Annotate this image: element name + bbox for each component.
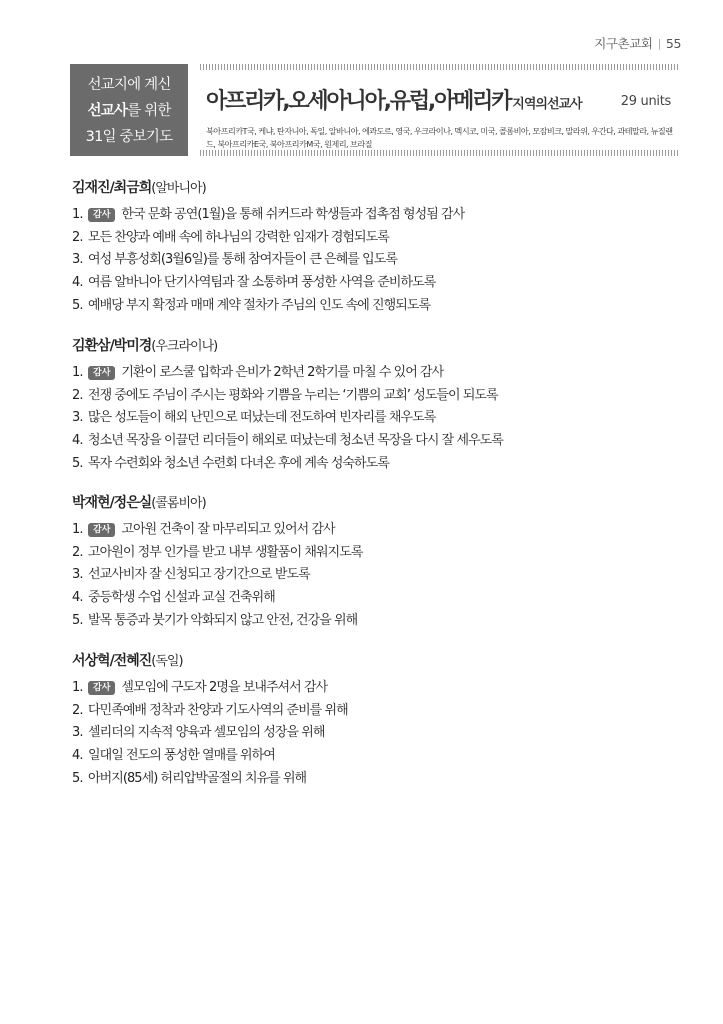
banner-line-2-bold: 선교사 (87, 103, 128, 119)
prayer-item-number: 5. (72, 297, 83, 313)
prayer-item-number: 2. (72, 387, 83, 403)
prayer-section (72, 493, 692, 632)
prayer-item (72, 564, 692, 587)
running-header-separator: | (657, 36, 661, 50)
thanks-badge: 감사 (88, 208, 115, 222)
prayer-item (72, 587, 692, 610)
prayer-item (72, 272, 692, 295)
hatch-divider-bottom (200, 150, 678, 156)
banner-line-2 (76, 98, 182, 124)
prayer-item-number: 3. (72, 567, 83, 583)
prayer-item (72, 767, 692, 790)
prayer-item-number: 4. (72, 433, 83, 449)
prayer-item-text: 많은 성도들이 해외 난민으로 떠났는데 전도하여 빈자리를 채우도록 (88, 410, 436, 426)
prayer-section (72, 178, 692, 317)
prayer-item-text: 일대일 전도의 풍성한 열매를 위하여 (88, 748, 275, 764)
prayer-item (72, 249, 692, 272)
prayer-item-number: 2. (72, 544, 83, 560)
prayer-item-number: 2. (72, 229, 83, 245)
running-header-section: 지구촌교회 (594, 36, 653, 51)
prayer-item-text: 목자 수련회와 청소년 수련회 다녀온 후에 계속 성숙하도록 (88, 455, 389, 471)
prayer-item-number: 4. (72, 748, 83, 764)
region-title-main: 아프리카,오세아니아,유럽,아메리카 (206, 89, 511, 114)
missionary-name-text: 김환삼/박미경 (72, 338, 152, 354)
unit-count: 29 units (620, 94, 671, 109)
prayer-item-text: 중등학생 수업 신설과 교실 건축위해 (88, 590, 275, 606)
missionary-names (72, 336, 692, 362)
prayer-item-text: 발목 통증과 붓기가 악화되지 않고 안전, 건강을 위해 (88, 612, 358, 628)
missionary-name-text: 박재현/정은실 (72, 495, 152, 511)
prayer-section (72, 651, 692, 790)
prayer-item-text: 고아원 건축이 잘 마무리되고 있어서 감사 (121, 522, 335, 538)
prayer-item-text: 셀리더의 지속적 양육과 셀모임의 성장을 위해 (88, 725, 325, 741)
prayer-item (72, 677, 692, 700)
missionary-names (72, 493, 692, 519)
prayer-item (72, 204, 692, 227)
prayer-item-text: 다민족예배 정착과 찬양과 기도사역의 준비를 위해 (88, 702, 348, 718)
prayer-item (72, 227, 692, 250)
thanks-badge: 감사 (88, 681, 115, 695)
banner-line-2-rest: 를 위한 (127, 103, 171, 119)
mission-country: (우크라이나) (151, 339, 218, 354)
banner-line-1: 선교지에 계신 (87, 77, 171, 93)
missionary-name-text: 서상혁/전혜진 (72, 653, 152, 669)
prayer-section (72, 336, 692, 475)
missionary-name-text: 김재진/최금희 (72, 180, 152, 196)
prayer-item (72, 745, 692, 768)
prayer-item-number: 4. (72, 275, 83, 291)
prayer-item-number: 5. (72, 455, 83, 471)
region-title-suffix: 지역의선교사 (512, 97, 582, 112)
prayer-item-text: 아버지(85세) 허리압박골절의 치유를 위해 (88, 770, 307, 786)
prayer-item-text: 기환이 로스쿨 입학과 은비가 2학년 2학기를 마칠 수 있어 감사 (121, 365, 444, 381)
prayer-item-text: 셀모임에 구도자 2명을 보내주셔서 감사 (121, 680, 328, 696)
missionary-names (72, 178, 692, 204)
prayer-item-text: 선교사비자 잘 신청되고 장기간으로 받도록 (88, 567, 310, 583)
prayer-item-number: 3. (72, 410, 83, 426)
prayer-item-text: 고아원이 정부 인가를 받고 내부 생활품이 채워지도록 (88, 544, 363, 560)
prayer-item (72, 362, 692, 385)
banner-box (70, 64, 188, 156)
prayer-item-text: 전쟁 중에도 주님이 주시는 평화와 기쁨을 누리는 ‘기쁨의 교회’ 성도들이 되도록 (88, 387, 498, 403)
country-list: 북아프리카T국, 케냐, 탄자니아, 독일, 알바니아, 에콰도르, 영국, 우크라이나, 멕시코, 미국, 콜롬비아, 모잠비크, 말라위, 우간다, 과테말라, 뉴질랜드, 북아프리카E국, 북아프리카M국, 원제리, 브라질 (206, 126, 673, 149)
page-number: 55 (665, 35, 681, 51)
prayer-item-number: 1. (72, 522, 83, 538)
prayer-item (72, 700, 692, 723)
prayer-item-number: 4. (72, 590, 83, 606)
running-header (594, 34, 681, 52)
mission-country: (알바니아) (151, 181, 206, 196)
region-title (206, 84, 582, 115)
prayer-item-text: 예배당 부지 확정과 매매 계약 절차가 주님의 인도 속에 진행되도록 (88, 297, 431, 313)
prayer-item-number: 3. (72, 252, 83, 268)
prayer-item (72, 385, 692, 408)
prayer-item (72, 407, 692, 430)
prayer-item-text: 여름 알바니아 단기사역팀과 잘 소통하며 풍성한 사역을 준비하도록 (88, 275, 436, 291)
prayer-item-number: 5. (72, 770, 83, 786)
prayer-item-number: 1. (72, 365, 83, 381)
prayer-item-number: 3. (72, 725, 83, 741)
prayer-item (72, 722, 692, 745)
prayer-item-number: 1. (72, 207, 83, 223)
prayer-item-text: 청소년 목장을 이끌던 리더들이 해외로 떠났는데 청소년 목장을 다시 잘 세우도록 (88, 433, 503, 449)
prayer-item (72, 430, 692, 453)
prayer-item (72, 542, 692, 565)
thanks-badge: 감사 (88, 366, 115, 380)
prayer-item-number: 2. (72, 702, 83, 718)
prayer-item-text: 모든 찬양과 예배 속에 하나님의 강력한 임재가 경험되도록 (88, 229, 389, 245)
prayer-item-text: 여성 부흥성회(3월6일)를 통해 참여자들이 큰 은혜를 입도록 (88, 252, 397, 268)
prayer-item (72, 609, 692, 632)
prayer-item-number: 1. (72, 680, 83, 696)
thanks-badge: 감사 (88, 523, 115, 537)
prayer-item-text: 한국 문화 공연(1월)을 통해 쉬커드라 학생들과 접촉점 형성됨 감사 (121, 207, 465, 223)
hatch-divider-top (200, 64, 678, 70)
banner-line-3: 31일 중보기도 (85, 129, 173, 145)
prayer-item (72, 519, 692, 542)
prayer-item-number: 5. (72, 612, 83, 628)
mission-country: (독일) (151, 654, 183, 669)
prayer-item (72, 452, 692, 475)
missionary-names (72, 651, 692, 677)
prayer-item (72, 294, 692, 317)
mission-country: (콜롬비아) (151, 496, 206, 511)
